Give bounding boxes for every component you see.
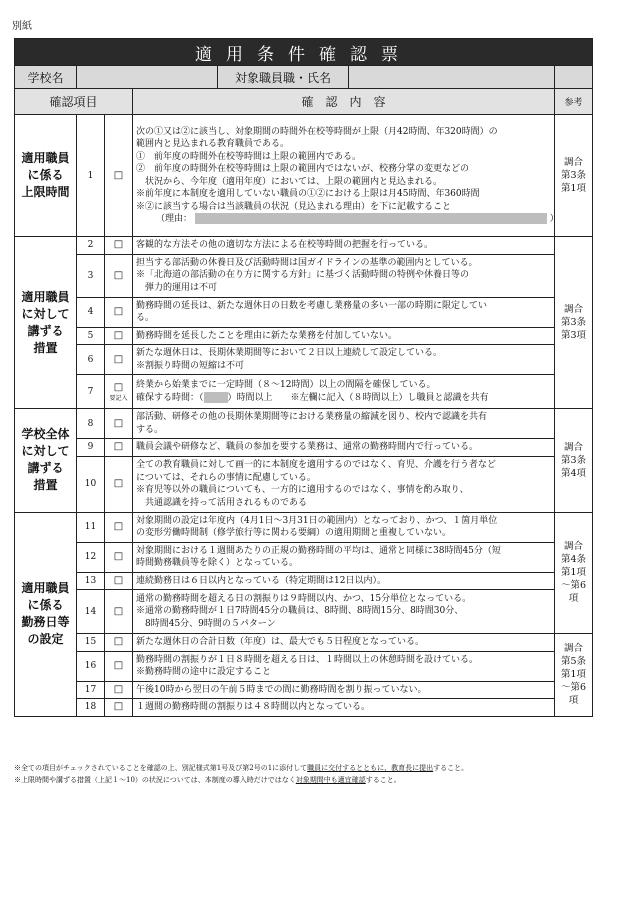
page-label: 別紙: [12, 21, 32, 32]
check-row: [15, 699, 593, 717]
row-number: 1: [77, 115, 105, 237]
required-note: 要記入: [109, 394, 128, 402]
row-number: 10: [77, 456, 105, 512]
group-label-upper-limit: 適用職員 に係る 上限時間: [15, 115, 77, 237]
group-label-school-measures: 学校全体 に対して 講ずる 措置: [15, 409, 77, 513]
row-number: 9: [77, 439, 105, 457]
form-title: 適用条件確認票: [15, 39, 593, 66]
checkbox[interactable]: □: [105, 456, 133, 512]
checkbox[interactable]: □: [105, 439, 133, 457]
checkbox[interactable]: □: [105, 297, 133, 327]
row-number: 6: [77, 345, 105, 375]
row-number: 8: [77, 409, 105, 439]
row-number: 13: [77, 572, 105, 590]
reference-cell: 調合 第3条 第1項: [555, 115, 593, 237]
row-content: 担当する部活動の休養日及び活動時間は国ガイドラインの基準の範囲内としている。 ※「北海道の部活動の在り方に関する方針」に基づく活動時間の特例や休養日等の 弾力的運用は不可: [133, 254, 555, 297]
group-label-workday-settings: 適用職員 に係る 勤務日等 の設定: [15, 512, 77, 716]
reason-field[interactable]: [195, 213, 547, 224]
reference-column-header: 参考: [555, 89, 593, 115]
row-number: 4: [77, 297, 105, 327]
reference-cell: 調合 第3条 第3項: [555, 237, 593, 409]
secure-hours-field[interactable]: [204, 392, 228, 403]
check-row: [15, 512, 593, 542]
row-content: 次の①又は②に該当し、対象期間の時間外在校等時間が上限（月42時間、年320時間）の 範囲内と見込まれる教育職員である。 ① 前年度の時間外在校等時間は上限の範囲内である。 ② 前年度の時間外在校等時間は上限の範囲内ではないが、校務分掌の変更などの 状況から、今年度（適用年度）においては、上限の範囲内と見込まれる。 ※前年度に本制度を適用していない職員の①②における上限は月45時間、年360時間 ※②に該当する場合は当該職員の状況（見込まれる理由）を下に記載すること （理由： ）: [133, 115, 555, 237]
row-number: 11: [77, 512, 105, 542]
row-content: 終業から始業までに一定時間（８～12時間）以上の間隔を確保している。 確保する時間：（ ）時間以上 ※左欄に記入（８時間以上）し職員と認識を共有: [133, 375, 555, 409]
row-number: 15: [77, 634, 105, 652]
checkbox[interactable]: □: [105, 409, 133, 439]
row-content: 部活動、研修その他の長期休業期間等における業務量の縮減を図り、校内で認識を共有 する。: [133, 409, 555, 439]
footnote: ※上限時間や講ずる措置（上記１～10）の状況については、本制度の導入時だけではなく対象期間中も適宜確認すること。: [14, 776, 401, 784]
checkbox[interactable]: □: [105, 512, 133, 542]
checkbox[interactable]: □: [105, 572, 133, 590]
check-row: [15, 237, 593, 255]
row-content: 勤務時間の割振りが１日８時間を超える日は、１時間以上の休憩時間を設けている。 ※勤務時間の途中に設定すること: [133, 651, 555, 681]
check-row: [15, 297, 593, 327]
reason-label: （理由：: [156, 214, 193, 224]
row-content: 新たな週休日の合計日数（年度）は、最大でも５日程度となっている。: [133, 634, 555, 652]
checkbox[interactable]: □: [105, 254, 133, 297]
row-number: 14: [77, 590, 105, 634]
row-content: 対象期間の設定は年度内（4月1日～3月31日の範囲内）となっており、かつ、１箇月単位 の変形労働時間制（修学旅行等に関わる要綱）の適用期間と重複していない。: [133, 512, 555, 542]
footnote: ※全ての項目がチェックされていることを確認の上、別記様式第1号及び第2号の1に添付して職員に交付するとともに、教育長に提出すること。: [14, 764, 469, 772]
row-number: 18: [77, 699, 105, 717]
checkbox[interactable]: □: [105, 345, 133, 375]
staff-name-label: 対象職員職・氏名: [218, 66, 349, 88]
row-number: 7: [77, 375, 105, 409]
school-name-field[interactable]: [77, 66, 555, 89]
checkbox[interactable]: □: [105, 681, 133, 699]
staff-name-field[interactable]: [349, 66, 555, 88]
checkbox[interactable]: □: [105, 699, 133, 717]
confirmation-form: [14, 38, 592, 717]
checkbox[interactable]: □: [105, 115, 133, 237]
check-row: [15, 345, 593, 375]
check-row: [15, 254, 593, 297]
checkbox[interactable]: □: [105, 237, 133, 255]
check-row: [15, 681, 593, 699]
row-content: 客観的な方法その他の適切な方法による在校等時間の把握を行っている。: [133, 237, 555, 255]
row-content: 職員会議や研修など、職員の参加を要する業務は、通常の勤務時間内で行っている。: [133, 439, 555, 457]
row-number: 16: [77, 651, 105, 681]
reference-cell: 調合 第5条 第1項 ～第6 項: [555, 634, 593, 717]
footnotes: [14, 762, 468, 786]
row-content: 新たな週休日は、長期休業期間等において２日以上連続して設定している。 ※割振り時間の短縮は不可: [133, 345, 555, 375]
row-number: 17: [77, 681, 105, 699]
row-number: 3: [77, 254, 105, 297]
row-content: 通常の勤務時間を超える日の割振りは９時間以内、かつ、15分単位となっている。 ※通常の勤務時間が１日7時間45分の職員は、8時間、8時間15分、8時間30分、 8時間45分、9時間の５パターン: [133, 590, 555, 634]
checkbox[interactable]: □ 要記入: [105, 375, 133, 409]
reference-cell: 調合 第3条 第4項: [555, 409, 593, 513]
item-column-header: 確認項目: [15, 89, 133, 115]
check-row: [15, 651, 593, 681]
check-row: [15, 572, 593, 590]
row-content: 連続勤務日は６日以内となっている（特定期間は12日以内）。: [133, 572, 555, 590]
row-number: 2: [77, 237, 105, 255]
check-row: [15, 439, 593, 457]
check-row: [15, 375, 593, 409]
check-row: [15, 115, 593, 237]
row-content: 対象期間における１週間あたりの正規の勤務時間の平均は、通常と同様に38時間45分（短 時間勤務職員等を除く）となっている。: [133, 542, 555, 572]
checkbox[interactable]: □: [105, 651, 133, 681]
check-row: [15, 634, 593, 652]
check-row: [15, 590, 593, 634]
check-row: [15, 409, 593, 439]
check-row: [15, 456, 593, 512]
row-content: 午後10時から翌日の午前５時までの間に勤務時間を割り振っていない。: [133, 681, 555, 699]
checkbox[interactable]: □: [105, 590, 133, 634]
group-label-staff-measures: 適用職員 に対して 講ずる 措置: [15, 237, 77, 409]
checkbox[interactable]: □: [105, 634, 133, 652]
row-content: 勤務時間を延長したことを理由に新たな業務を付加していない。: [133, 327, 555, 345]
check-row: [15, 542, 593, 572]
checkbox[interactable]: □: [105, 542, 133, 572]
check-row: [15, 327, 593, 345]
school-name-label: 学校名: [15, 66, 77, 89]
form-table: [14, 38, 593, 717]
content-column-header: 確 認 内 容: [133, 89, 555, 115]
checkbox[interactable]: □: [105, 327, 133, 345]
reference-cell: 調合 第4条 第1項 ～第6 項: [555, 512, 593, 634]
row-number: 12: [77, 542, 105, 572]
row-content: 勤務時間の延長は、新たな週休日の日数を考慮し業務量の多い一部の時期に限定してい る。: [133, 297, 555, 327]
row-number: 5: [77, 327, 105, 345]
row-content: １週間の勤務時間の割振りは４８時間以内となっている。: [133, 699, 555, 717]
row-content: 全ての教育職員に対して画一的に本制度を適用するのではなく、育児、介護を行う者など については、それらの事情に配慮している。 ※育児等以外の職員についても、一方的に適用するのではなく、事情を酌み取り、 共通認識を持って活用されるものである: [133, 456, 555, 512]
